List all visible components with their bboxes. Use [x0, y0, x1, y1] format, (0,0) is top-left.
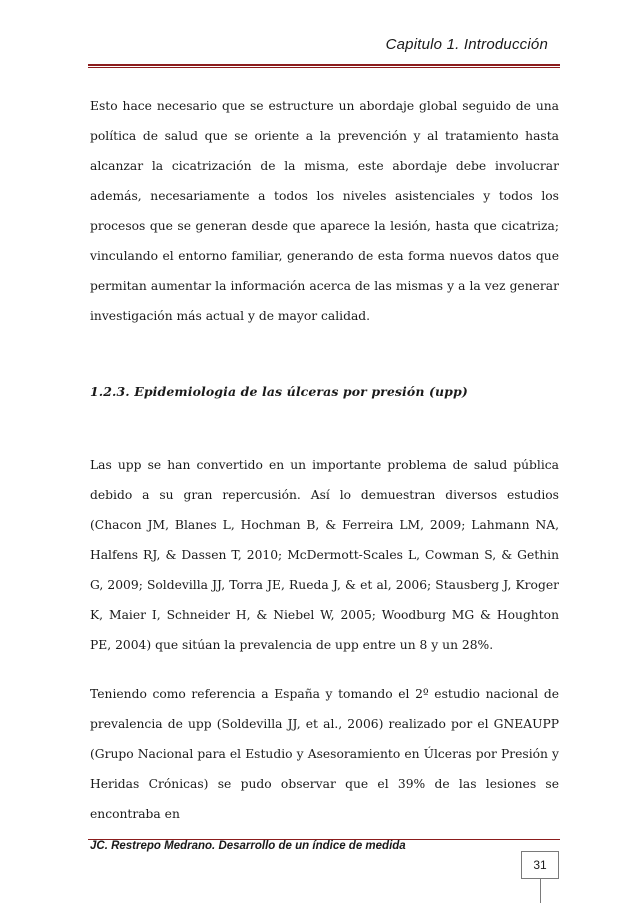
paragraph-spain-study: Teniendo como referencia a España y tomando el 2º estudio nacional de prevalencia de upp (Soldevilla JJ, et al., 2006) realizado por el GNEAUPP (Grupo Nacional para el Estudio y Asesoramiento en Úlceras por Presión y Heridas Crónicas) se pudo observar que el 39% de las lesiones se encontraba en — [90, 687, 559, 821]
page-number: 31 — [521, 851, 559, 879]
page-header-title: Capitulo 1. Introducción — [385, 36, 548, 53]
header-rule-thick — [88, 64, 560, 66]
paragraph-intro: Esto hace necesario que se estructure un abordaje global seguido de una política de salud que se oriente a la prevención y al tratamiento hasta alcanzar la cicatrización de la misma, este abordaje debe involucrar además, necesariamente a todos los niveles asistenciales y todos los procesos que se generan desde que aparece la lesión, hasta que cicatriza; vinculando el entorno familiar, generando de esta forma nuevos datos que permitan aumentar la información acerca de las mismas y a la vez generar investigación más actual y de mayor calidad. — [90, 99, 559, 323]
footer-author-title: JC. Restrepo Medrano. Desarrollo de un índice de medida — [90, 840, 406, 852]
header-rule-thin — [88, 67, 560, 68]
paragraph-prevalence: Las upp se han convertido en un importante problema de salud pública debido a su gran repercusión. Así lo demuestran diversos estudios (Chacon JM, Blanes L, Hochman B, & Ferreira LM, 2009; Lahmann NA, Halfens RJ, & Dassen T, 2010; McDermott-Scales L, Cowman S, & Gethin G, 2009; Soldevilla JJ, Torra JE, Rueda J, & et al, 2006; Stausberg J, Kroger K, Maier I, Schneider H, & Niebel W, 2005; Woodburg MG & Houghton PE, 2004) que sitúan la prevalencia de upp entre un 8 y un 28%. — [90, 458, 559, 652]
section-heading: 1.2.3. Epidemiologia de las úlceras por presión (upp) — [90, 384, 468, 399]
page-number-tick — [540, 879, 541, 903]
